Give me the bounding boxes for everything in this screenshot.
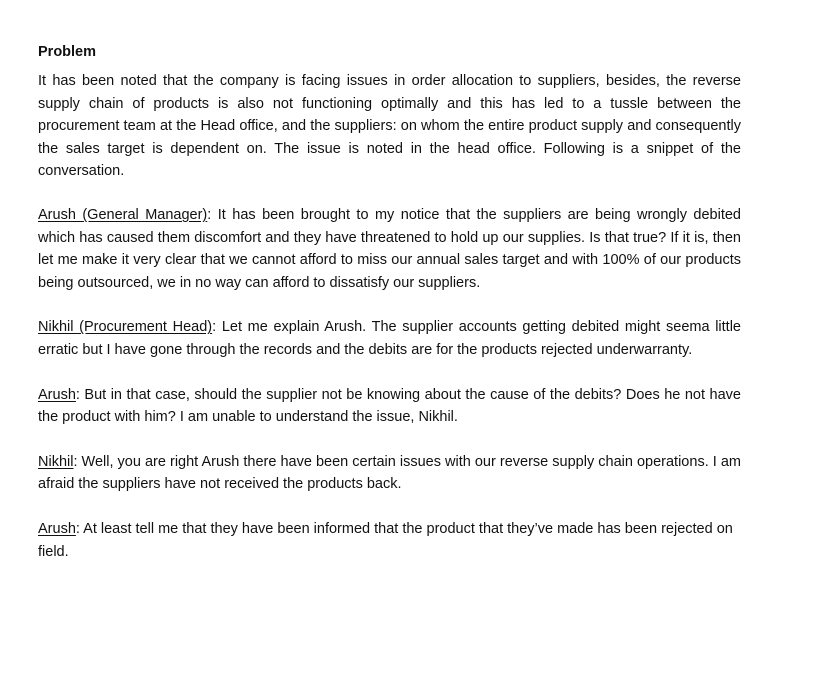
intro-paragraph: It has been noted that the company is facing issues in order allocation to suppliers, besides, the reverse supply chain of products is also not functioning optimally and this has led to a tussle between the procurement team at the Head office, and the suppliers: on whom the entire product supply and consequently the sales target is dependent on. The issue is noted in the head office. Following is a snippet of the conversation. [38, 73, 741, 180]
speaker-name: Arush (General Manager) [38, 206, 208, 223]
dialogue-paragraph-5 [38, 518, 741, 563]
dialogue-paragraph-3 [38, 384, 741, 429]
speaker-name: Nikhil [38, 453, 74, 470]
speaker-name: Nikhil (Procurement Head) [38, 319, 213, 336]
dialogue-text: : But in that case, should the supplier not be knowing about the cause of the debits? Does he not have the product with him? I am unable to understand the issue, Nikhil. [38, 386, 741, 426]
dialogue-paragraph-2 [38, 316, 741, 361]
dialogue-text: : At least tell me that they have been informed that the product that they’ve made has been rejected on field. [38, 520, 733, 560]
dialogue-text: : Well, you are right Arush there have been certain issues with our reverse supply chain operations. I am afraid the suppliers have not received the products back. [38, 453, 741, 493]
speaker-name: Arush [38, 386, 76, 403]
section-heading: Problem [38, 44, 97, 60]
dialogue-paragraph-4 [38, 451, 741, 496]
speaker-name: Arush [38, 520, 76, 537]
dialogue-paragraph-1 [38, 204, 741, 294]
dialogue-text: : It has been brought to my notice that the suppliers are being wrongly debited which has caused them discomfort and they have threatened to hold up our supplies. Is that true? If it is, then let me make it very clear that we cannot afford to miss our annual sales target and with 100% of our products being outsourced, we in no way can afford to dissatisfy our suppliers. [38, 206, 741, 291]
dialogue-text: : Let me explain Arush. The supplier accounts getting debited might seema little erratic but I have gone through the records and the debits are for the products rejected underwarranty. [38, 319, 741, 358]
